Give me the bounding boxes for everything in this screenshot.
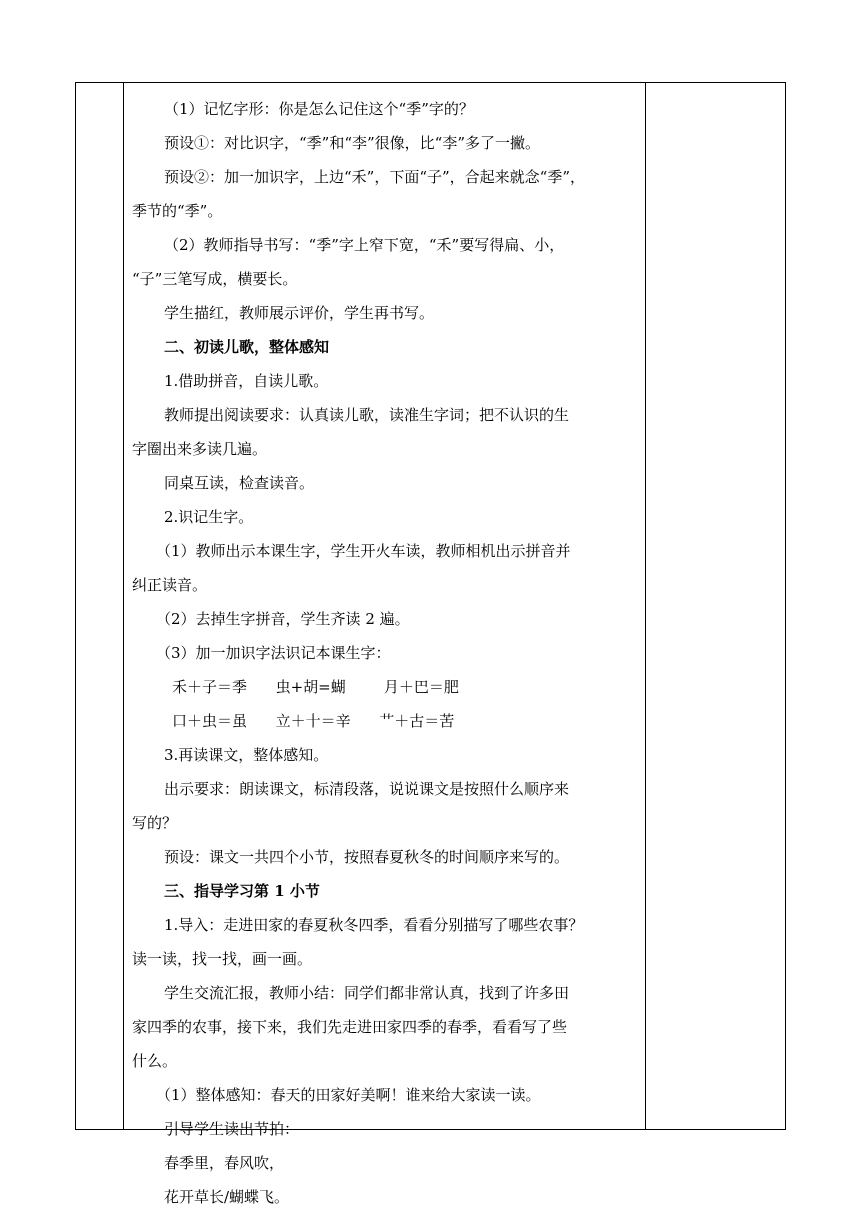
text-line: 读一读，找一找，画一画。	[132, 950, 313, 968]
lesson-content-cell	[124, 83, 645, 1206]
text-line: （3）加一加识字法识记本课生字：	[156, 644, 391, 662]
text-line: 家四季的农事，接下来，我们先走进田家四季的春季，看看写了些	[132, 1018, 568, 1036]
text-line: 写的？	[132, 814, 178, 832]
section-heading: 三、指导学习第 1 小节	[164, 882, 320, 900]
text-line: （1）记忆字形：你是怎么记住这个“季”字的？	[164, 100, 474, 118]
formula-line: 口＋虫＝虽 立＋十＝辛 艹＋古＝苦	[172, 712, 455, 730]
text-line: （2）教师指导书写：“季”字上窄下宽，“禾”要写得扁、小，	[164, 236, 565, 254]
text-line: 引导学生读出节拍：	[164, 1120, 300, 1138]
poem-line: 春季里，春风吹，	[164, 1154, 285, 1172]
text-line: 学生交流汇报，教师小结：同学们都非常认真，找到了许多田	[164, 984, 570, 1002]
text-line: 1.借助拼音，自读儿歌。	[164, 372, 329, 390]
text-line: 教师提出阅读要求：认真读儿歌，读准生字词；把不认识的生	[164, 406, 570, 424]
poem-line: 花开草长/蝴蝶飞。	[164, 1188, 290, 1206]
text-line: 2.识记生字。	[164, 508, 254, 526]
text-line: （2）去掉生字拼音，学生齐读 2 遍。	[156, 610, 410, 628]
text-line: 出示要求：朗读课文，标清段落，说说课文是按照什么顺序来	[164, 780, 570, 798]
text-line: （1）整体感知：春天的田家好美啊！谁来给大家读一读。	[156, 1086, 541, 1104]
section-heading: 二、初读儿歌，整体感知	[164, 338, 330, 356]
text-line: 学生描红，教师展示评价，学生再书写。	[164, 304, 435, 322]
text-line: 字圈出来多读几遍。	[132, 440, 268, 458]
formula-line: 禾＋子＝季 虫+胡=蝴 月＋巴＝肥	[172, 678, 459, 696]
lesson-table	[75, 82, 786, 1206]
text-line: 预设：课文一共四个小节，按照春夏秋冬的时间顺序来写的。	[164, 848, 570, 866]
text-line: 同桌互读，检查读音。	[164, 474, 315, 492]
text-line: 3.再读课文，整体感知。	[164, 746, 329, 764]
text-line: 预设①：对比识字，“季”和“李”很像，比“李”多了一撇。	[164, 134, 541, 152]
text-line: “子”三笔写成，横要长。	[132, 270, 298, 288]
text-line: 什么。	[132, 1052, 178, 1070]
text-line: 纠正读音。	[132, 576, 208, 594]
text-line: 预设②：加一加识字，上边“禾”，下面“子”，合起来就念“季”，	[164, 168, 586, 186]
text-line: 季节的“季”。	[132, 202, 223, 220]
text-line: 1.导入：走进田家的春夏秋冬四季，看看分别描写了哪些农事？	[164, 916, 584, 934]
right-column-divider	[645, 83, 646, 1129]
text-line: （1）教师出示本课生字，学生开火车读，教师相机出示拼音并	[156, 542, 571, 560]
